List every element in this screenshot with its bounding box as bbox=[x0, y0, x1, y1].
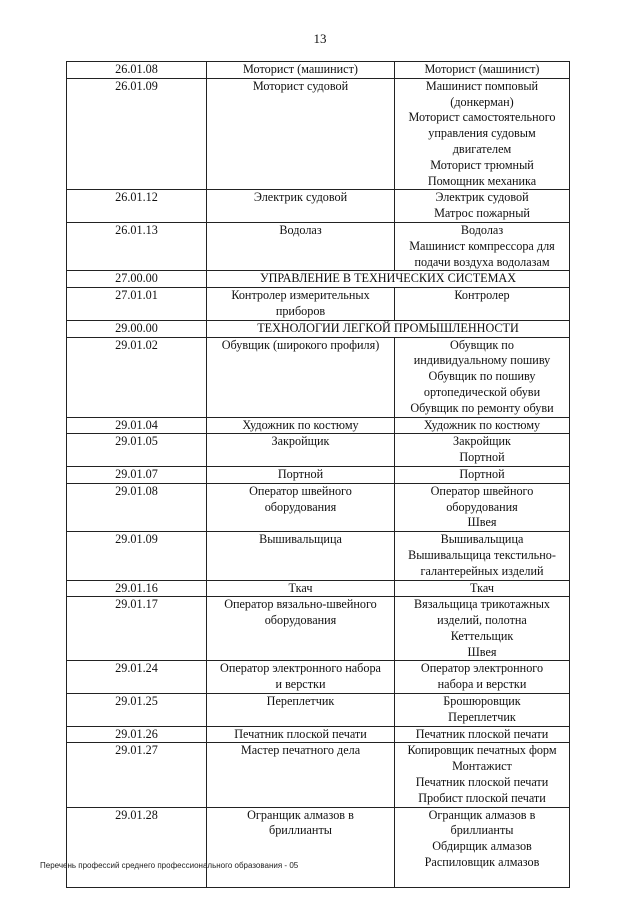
qualifications-cell-line: Вышивальщица bbox=[440, 532, 524, 547]
qualifications-cell bbox=[395, 807, 570, 887]
code-cell: 29.01.25 bbox=[67, 694, 207, 727]
profession-cell-line: оборудования bbox=[264, 499, 337, 514]
qualifications-cell-line: Водолаз bbox=[460, 222, 504, 237]
profession-cell-line: Огранщик алмазов в bbox=[247, 807, 354, 822]
profession-cell-line: Вышивальщица bbox=[259, 532, 342, 547]
profession-cell bbox=[207, 532, 395, 580]
qualifications-cell-line: Брошюровщик bbox=[443, 694, 521, 709]
profession-cell-line: бриллианты bbox=[269, 823, 332, 838]
page-number: 13 bbox=[313, 31, 327, 46]
qualifications-cell-line: бриллианты bbox=[450, 823, 514, 838]
table-row bbox=[67, 532, 570, 580]
profession-cell bbox=[207, 337, 395, 417]
professions-table bbox=[66, 61, 570, 888]
qualifications-cell-line: Швея bbox=[467, 515, 497, 530]
profession-cell bbox=[207, 807, 395, 887]
code-cell: 29.01.02 bbox=[67, 337, 207, 417]
profession-cell-line: Переплетчик bbox=[266, 694, 335, 709]
profession-cell bbox=[207, 434, 395, 467]
qualifications-cell-line: двигателем bbox=[452, 141, 512, 156]
code-cell: 29.01.07 bbox=[67, 466, 207, 483]
blank-line bbox=[397, 871, 567, 887]
profession-cell-line: оборудования bbox=[264, 613, 337, 628]
qualifications-cell bbox=[395, 78, 570, 190]
qualifications-cell-line: Матрос пожарный bbox=[434, 206, 530, 221]
qualifications-cell-line: Копировщик печатных форм bbox=[407, 743, 557, 758]
profession-cell-line: Моторист (машинист) bbox=[243, 62, 358, 76]
code-cell: 29.01.09 bbox=[67, 532, 207, 580]
profession-cell bbox=[207, 466, 395, 483]
section-title: УПРАВЛЕНИЕ В ТЕХНИЧЕСКИХ СИСТЕМАХ bbox=[207, 271, 570, 288]
qualifications-cell-line: Кеттельщик bbox=[450, 628, 514, 643]
qualifications-cell bbox=[395, 337, 570, 417]
profession-cell-line: Оператор швейного bbox=[249, 483, 352, 498]
qualifications-cell-line: оборудования bbox=[446, 499, 518, 514]
qualifications-cell-line: Вышивальщица текстильно- bbox=[408, 547, 556, 562]
table-row bbox=[67, 807, 570, 887]
table-row bbox=[67, 694, 570, 727]
qualifications-cell bbox=[395, 190, 570, 223]
qualifications-cell-line: Художник по костюму bbox=[423, 417, 541, 432]
table-row bbox=[67, 78, 570, 190]
code-cell: 29.00.00 bbox=[67, 320, 207, 337]
profession-cell bbox=[207, 743, 395, 807]
profession-cell bbox=[207, 726, 395, 743]
qualifications-cell-line: Моторист самостоятельного bbox=[408, 110, 556, 125]
qualifications-cell-line: Швея bbox=[467, 644, 497, 659]
code-cell: 29.01.17 bbox=[67, 597, 207, 661]
qualifications-cell-line: Пробист плоской печати bbox=[418, 790, 546, 805]
qualifications-cell-line: подачи воздуха водолазам bbox=[414, 254, 550, 269]
profession-cell-line: Ткач bbox=[288, 580, 313, 595]
qualifications-cell-line: Помощник механика bbox=[427, 173, 537, 188]
qualifications-cell bbox=[395, 222, 570, 270]
table-row bbox=[67, 466, 570, 483]
qualifications-cell bbox=[395, 580, 570, 597]
profession-cell bbox=[207, 580, 395, 597]
code-cell: 27.01.01 bbox=[67, 288, 207, 321]
qualifications-cell-line: (донкерман) bbox=[450, 94, 514, 109]
qualifications-cell-line: Машинист компрессора для bbox=[409, 238, 555, 253]
table-row bbox=[67, 743, 570, 807]
qualifications-cell-line: изделий, полотна bbox=[437, 613, 527, 628]
profession-cell-line: Обувщик (широкого профиля) bbox=[221, 337, 380, 352]
profession-cell-line: Печатник плоской печати bbox=[234, 726, 367, 741]
qualifications-cell bbox=[395, 694, 570, 727]
qualifications-cell-line: галантерейных изделий bbox=[420, 563, 544, 578]
table-row bbox=[67, 417, 570, 434]
qualifications-cell-line: Моторист трюмный bbox=[430, 157, 534, 172]
table-row bbox=[67, 434, 570, 467]
profession-cell bbox=[207, 694, 395, 727]
qualifications-cell-line: Ткач bbox=[470, 580, 494, 595]
profession-cell-line: Оператор вязально-швейного bbox=[224, 597, 377, 612]
qualifications-cell bbox=[395, 466, 570, 483]
code-cell: 27.00.00 bbox=[67, 271, 207, 288]
qualifications-cell-line: Закройщик bbox=[453, 434, 511, 449]
code-cell: 26.01.08 bbox=[67, 62, 207, 79]
profession-cell bbox=[207, 190, 395, 223]
table-row bbox=[67, 62, 570, 79]
table-row bbox=[67, 222, 570, 270]
qualifications-cell-line: Печатник плоской печати bbox=[415, 726, 549, 741]
profession-cell bbox=[207, 288, 395, 321]
table-row bbox=[67, 337, 570, 417]
profession-cell bbox=[207, 597, 395, 661]
profession-cell-line: Оператор электронного набора bbox=[220, 661, 381, 676]
qualifications-cell bbox=[395, 661, 570, 694]
qualifications-cell bbox=[395, 726, 570, 743]
code-cell: 29.01.05 bbox=[67, 434, 207, 467]
table-row bbox=[67, 597, 570, 661]
profession-cell bbox=[207, 62, 395, 79]
code-cell: 29.01.24 bbox=[67, 661, 207, 694]
code-cell: 29.01.26 bbox=[67, 726, 207, 743]
qualifications-cell-line: Контролер bbox=[454, 288, 510, 303]
profession-cell-line: Художник по костюму bbox=[242, 417, 359, 432]
qualifications-cell-line: Переплетчик bbox=[448, 709, 516, 724]
qualifications-cell-line: управления судовым bbox=[428, 126, 536, 141]
section-title: ТЕХНОЛОГИИ ЛЕГКОЙ ПРОМЫШЛЕННОСТИ bbox=[207, 320, 570, 337]
table-row bbox=[67, 726, 570, 743]
code-cell: 26.01.09 bbox=[67, 78, 207, 190]
profession-cell-line: Портной bbox=[277, 466, 324, 481]
table-row bbox=[67, 288, 570, 321]
table-row bbox=[67, 580, 570, 597]
qualifications-cell-line: Машинист помповый bbox=[425, 78, 539, 93]
qualifications-cell-line: индивидуальному пошиву bbox=[413, 353, 551, 368]
qualifications-cell bbox=[395, 434, 570, 467]
qualifications-cell-line: Обдирщик алмазов bbox=[432, 839, 532, 854]
section-row bbox=[67, 320, 570, 337]
qualifications-cell bbox=[395, 417, 570, 434]
qualifications-cell bbox=[395, 62, 570, 79]
qualifications-cell bbox=[395, 288, 570, 321]
qualifications-cell-line: набора и верстки bbox=[437, 677, 527, 692]
profession-cell-line: Закройщик bbox=[271, 434, 330, 449]
profession-cell bbox=[207, 417, 395, 434]
profession-cell bbox=[207, 661, 395, 694]
qualifications-cell-line: Обувщик по пошиву bbox=[428, 369, 536, 384]
table-body bbox=[67, 62, 570, 888]
table-row bbox=[67, 190, 570, 223]
qualifications-cell-line: Монтажист bbox=[452, 759, 512, 774]
profession-cell-line: Контролер измерительных bbox=[231, 288, 370, 303]
profession-cell bbox=[207, 483, 395, 531]
profession-cell-line: приборов bbox=[275, 303, 326, 318]
profession-cell-line: Мастер печатного дела bbox=[240, 743, 361, 758]
table-row bbox=[67, 661, 570, 694]
qualifications-cell-line: Обувщик по ремонту обуви bbox=[410, 400, 554, 415]
profession-cell bbox=[207, 222, 395, 270]
qualifications-cell bbox=[395, 743, 570, 807]
qualifications-cell-line: Портной bbox=[459, 466, 505, 481]
qualifications-cell bbox=[395, 597, 570, 661]
qualifications-cell-line: Обувщик по bbox=[450, 337, 514, 352]
code-cell: 29.01.16 bbox=[67, 580, 207, 597]
page-footer: Перечень профессий среднего профессионального образования - 05 bbox=[40, 861, 299, 870]
profession-cell-line: Моторист судовой bbox=[252, 78, 349, 93]
section-row bbox=[67, 271, 570, 288]
qualifications-cell-line: Огранщик алмазов в bbox=[428, 807, 536, 822]
qualifications-cell bbox=[395, 532, 570, 580]
qualifications-cell-line: Печатник плоской печати bbox=[415, 775, 549, 790]
code-cell: 29.01.28 bbox=[67, 807, 207, 887]
code-cell: 29.01.08 bbox=[67, 483, 207, 531]
qualifications-cell-line: Оператор электронного bbox=[420, 661, 544, 676]
qualifications-cell-line: Оператор швейного bbox=[430, 483, 534, 498]
profession-cell bbox=[207, 78, 395, 190]
qualifications-cell bbox=[395, 483, 570, 531]
code-cell: 26.01.12 bbox=[67, 190, 207, 223]
qualifications-cell-line: Электрик судовой bbox=[435, 190, 529, 205]
qualifications-cell-line: Портной bbox=[459, 450, 505, 465]
code-cell: 26.01.13 bbox=[67, 222, 207, 270]
table-row bbox=[67, 483, 570, 531]
profession-cell-line: Электрик судовой bbox=[253, 190, 348, 205]
qualifications-cell-line: Распиловщик алмазов bbox=[424, 855, 540, 870]
qualifications-cell-line: ортопедической обуви bbox=[423, 384, 541, 399]
qualifications-cell-line: Моторист (машинист) bbox=[424, 62, 540, 76]
profession-cell-line: Водолаз bbox=[279, 222, 322, 237]
code-cell: 29.01.27 bbox=[67, 743, 207, 807]
profession-cell-line: и верстки bbox=[275, 677, 326, 692]
qualifications-cell-line: Вязальщица трикотажных bbox=[413, 597, 551, 612]
code-cell: 29.01.04 bbox=[67, 417, 207, 434]
